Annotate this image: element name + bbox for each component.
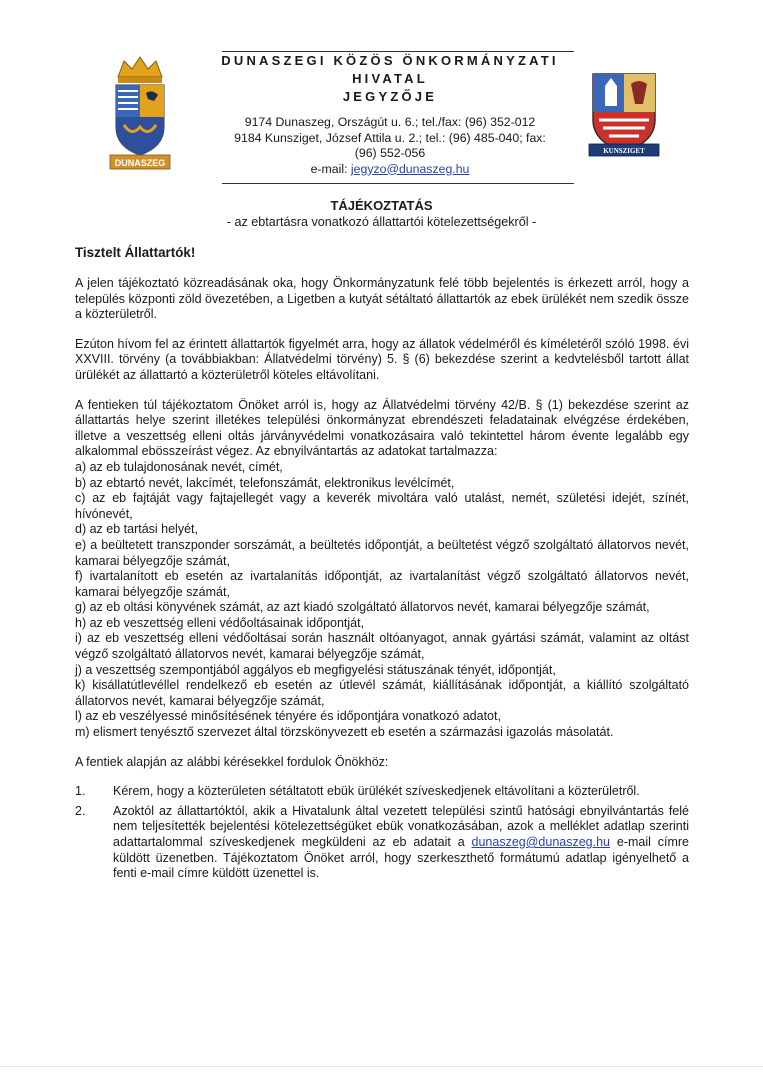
title-main: TÁJÉKOZTATÁS [330,198,433,213]
dunaszeg-crest-icon [108,55,172,173]
request-intro: A fentiek alapján az alábbi kérésekkel fordulok Önökhöz: [75,754,389,769]
kunsziget-crest-icon [587,68,661,160]
paragraph-3: A fentieken túl tájékoztatom Önöket arról is, hogy az Állatvédelmi törvény 42/B. § (1) bekezdése szerint az állattartás helye szerint illetékes települési önkormányzat ebrendészeti feladatainak elvégzése érdekében, illetve a veszettség elleni oltás járványvédelmi vonatkozásaira való tekintettel három évente legalább egy alkalommal ebösszeírást végez. Az ebnyilvántartás az adatokat tartalmazza: [75,397,689,459]
list-item: f) ivartalanított eb esetén az ivartalanítás időpontját, az ivartalanítást végző szolgáltató állatorvos nevét, kamarai bélyegzője számát, [75,569,689,599]
header-divider-bottom [222,183,574,184]
request-text: Kérem, hogy a közterületen sétáltatott ebük ürülékét szíveskedjenek eltávolítani a közterületről. [113,784,640,799]
list-item: g) az eb oltási könyvének számát, az azt kiadó szolgáltató állatorvos nevét, kamarai bélyegzője számát, [75,600,650,615]
list-item: c) az eb fajtáját vagy fajtajellegét vagy a keverék mivoltára való utalást, nemét, születési idejét, színét, hívónevét, [75,491,689,521]
list-item: k) kisállatútlevéllel rendelkező eb esetén az útlevél számát, kiállításának időpontját, a kiállító szolgáltató állatorvos nevét, kamarai bélyegzője számát, [75,678,689,708]
list-item: l) az eb veszélyessé minősítésének tényére és időpontjára vonatkozó adatot, [75,709,501,724]
request-number: 1. [75,784,86,799]
data-items-list [75,460,689,741]
right-crest-caption: KUNSZIGET [603,147,645,155]
left-crest-caption: DUNASZEG [114,158,166,168]
list-item: m) elismert tenyésztő szervezet által törzskönyvezett eb esetén a származási igazolás másolatát. [75,725,614,740]
paragraph-2: Ezúton hívom fel az érintett állattartók figyelmét arra, hogy az állatok védelméről és kíméletéről szóló 1998. évi XXVIII. törvény (a továbbiakban: Állatvédelmi törvény) 5. § (6) bekezdése szerint a kedvtelésből tartott állat ürülékét az állattartó a közterületről köteles eltávolítani. [75,336,689,382]
address-line-3: (96) 552-056 [354,146,426,160]
list-item: b) az ebtartó nevét, lakcímét, telefonszámát, elektronikus levélcímét, [75,475,455,490]
request-list [75,784,689,882]
list-item: j) a veszettség szempontjából aggályos eb megfigyelési státuszának tényét, időpontját, [75,662,556,677]
email-line [190,162,590,178]
document-body [75,276,689,886]
address-line-1: 9174 Dunaszeg, Országút u. 6.; tel./fax: (96) 352-012 [244,115,536,129]
list-item: a) az eb tulajdonosának nevét, címét, [75,459,283,474]
office-line-3: JEGYZŐJE [342,89,438,104]
request-number: 2. [75,803,86,818]
paragraph-1: A jelen tájékoztató közreadásának oka, hogy Önkormányzatunk felé több bejelentés is érkezett arról, hogy a település központi zöld övezetében, a Ligetben a kutyát sétáltató állattartók az ebek ürülékét nem szedik össze a közterületről. [75,276,689,322]
salutation: Tisztelt Állattartók! [75,245,196,260]
email-link[interactable]: jegyzo@dunaszeg.hu [350,161,470,176]
contact-block [190,115,590,177]
list-item: d) az eb tartási helyét, [75,522,198,537]
office-line-2: HIVATAL [352,71,428,86]
page-bottom-edge [0,1066,763,1067]
email-label: e-mail: [310,161,351,176]
request-item-1 [75,784,689,800]
office-line-1: DUNASZEGI KÖZÖS ÖNKORMÁNYZATI [221,53,559,68]
request-item-2 [75,804,689,882]
list-item: e) a beültetett transzponder sorszámát, a beültetés időpontját, a beültetést végző szolgáltató állatorvos nevét, kamarai bélyegzője számát, [75,537,689,568]
request-text-before: Azoktól az állattartóktól, akik a Hivatalunk által vezetett települési szintű hatósági ebnyilvántartás felé nem teljesítették bejelentési kötelezettségüket ebük vonatkozásában, azok a melléklet adatlap szerinti adattartalommal szíveskedjenek megküldeni az eb adatait a [113,803,689,849]
address-line-2: 9184 Kunsziget, József Attila u. 2.; tel.: (96) 485-040; fax: [234,130,546,145]
request-text-after: e-mail címre küldött üzenetben. Tájékoztatom Önöket arról, hogy szerkeszthető formátumú adatlap igényelhető a fenti e-mail címre küldött üzenettel is. [113,835,689,881]
office-name [190,52,590,106]
request-email-link[interactable]: dunaszeg@dunaszeg.hu [471,835,611,849]
list-item: i) az eb veszettség elleni védőoltásai során használt oltóanyagot, annak gyártási számát, valamint az oltást végző szolgáltató állatorvos nevét, kamarai bélyegzője számát, [75,631,689,662]
document-title [0,198,763,230]
title-sub: - az ebtartásra vonatkozó állattartói kötelezettségekről - [226,215,537,229]
letterhead [0,0,763,190]
list-item: h) az eb veszettség elleni védőoltásainak időpontját, [75,615,365,630]
